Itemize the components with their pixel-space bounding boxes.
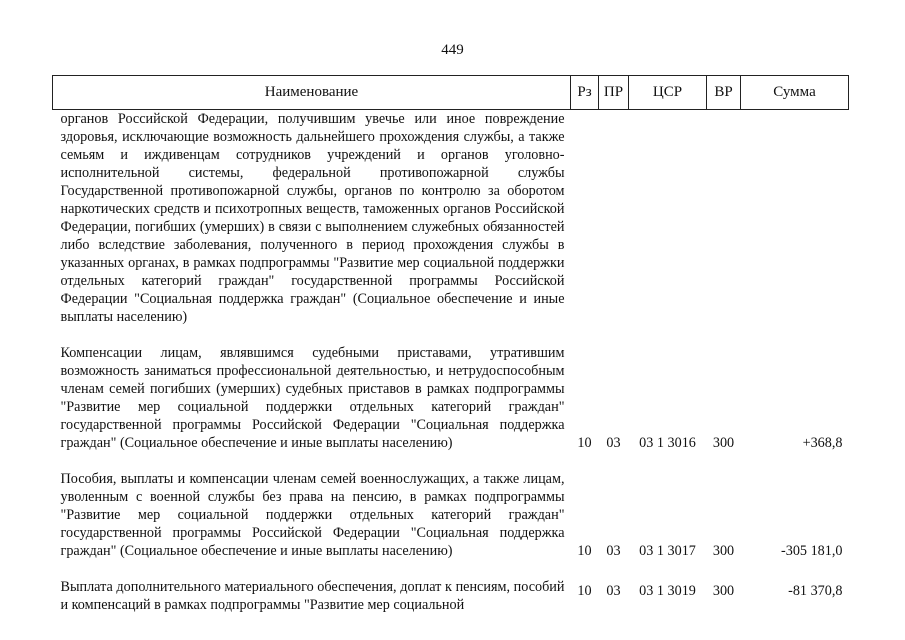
header-csr: ЦСР <box>629 76 707 110</box>
header-sum: Сумма <box>741 76 849 110</box>
row-sum: +368,8 <box>802 435 843 451</box>
table-row <box>53 452 849 560</box>
row-rz: 10 <box>577 543 592 559</box>
row-name: Выплата дополнительного материального обеспечения, доплат к пенсиям, пособий и компенсаций в рамках подпрограммы "Развитие мер социальной <box>60 579 565 613</box>
row-pr <box>599 110 629 327</box>
row-vr <box>707 110 741 327</box>
row-sum: -305 181,0 <box>781 543 843 559</box>
row-rz: 10 <box>577 435 592 451</box>
row-csr: 03 1 3019 <box>639 583 696 599</box>
row-rz: 10 <box>577 583 592 599</box>
row-name: органов Российской Федерации, получившим увечье или иное повреждение здоровья, исключающие возможность дальнейшего прохождения службы, а также семьям и иждивенцам сотрудников учреждений и органов уголовно-исполнительной системы, федеральной противопожарной службы Государственной противопожарной службы, органов по контролю за оборотом наркотических средств и психотропных веществ, таможенных органов Российской Федерации, погибших (умерших) в связи с выполнением служебных обязанностей либо вследствие заболевания, полученного в период прохождения службы в указанных органах, в рамках подпрограммы "Развитие мер социальной поддержки отдельных категорий граждан" государственной программы Российской Федерации "Социальная поддержка граждан" (Социальное обеспечение и иные выплаты населению) <box>60 111 565 325</box>
table-header-row <box>53 76 849 110</box>
row-name: Пособия, выплаты и компенсации членам семей военнослужащих, а также лицам, уволенным с военной службы без права на пенсию, в рамках подпрограммы "Развитие мер социальной поддержки отдельных категорий граждан" государственной программы Российской Федерации "Социальная поддержка граждан" (Социальное обеспечение и иные выплаты населению) <box>60 471 565 559</box>
table-row <box>53 110 849 327</box>
row-csr: 03 1 3016 <box>639 435 696 451</box>
row-csr: 03 1 3017 <box>639 543 696 559</box>
row-pr: 03 <box>606 543 621 559</box>
row-csr <box>629 110 707 327</box>
row-name: Компенсации лицам, являвшимся судебными приставами, утратившим возможность заниматься профессиональной деятельностью, и нетрудоспособным членам семей погибших (умерших) судебных приставов в рамках подпрограммы "Развитие мер социальной поддержки отдельных категорий граждан" государственной программы Российской Федерации "Социальная поддержка граждан" (Социальное обеспечение и иные выплаты населению) <box>60 345 565 451</box>
table-row <box>53 326 849 452</box>
row-rz <box>571 110 599 327</box>
header-vr: ВР <box>707 76 741 110</box>
header-name: Наименование <box>53 76 571 110</box>
row-vr: 300 <box>712 543 735 559</box>
row-pr: 03 <box>606 435 621 451</box>
row-sum <box>741 110 849 327</box>
row-sum: -81 370,8 <box>788 583 843 599</box>
row-vr: 300 <box>712 583 735 599</box>
row-pr: 03 <box>606 583 621 599</box>
budget-table <box>52 75 849 614</box>
row-vr: 300 <box>712 435 735 451</box>
table-row <box>53 560 849 614</box>
header-pr: ПР <box>599 76 629 110</box>
page-number: 449 <box>441 42 464 58</box>
header-rz: Рз <box>571 76 599 110</box>
